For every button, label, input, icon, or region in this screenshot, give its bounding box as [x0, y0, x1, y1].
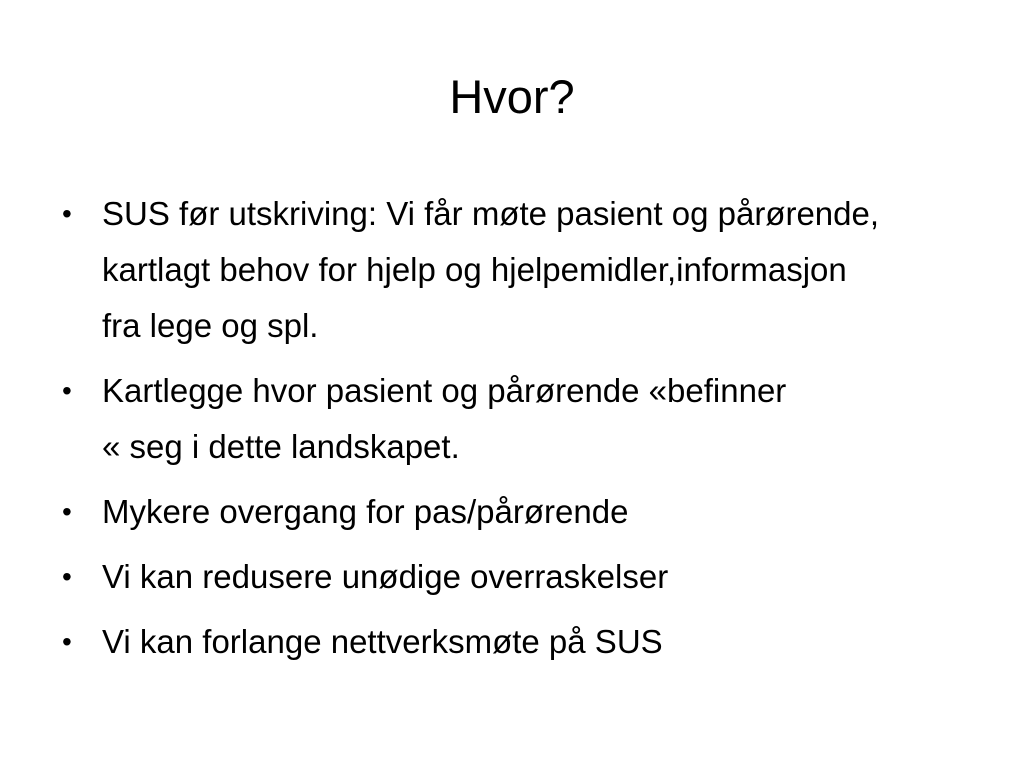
bullet-item — [58, 484, 958, 540]
bullet-text: Vi kan forlange nettverksmøte på SUS — [102, 623, 663, 660]
bullet-text: Kartlegge hvor pasient og pårørende «befinner « seg i dette landskapet. — [102, 372, 787, 465]
bullet-text: SUS før utskriving: Vi får møte pasient og pårørende, kartlagt behov for hjelp og hjelpemidler,informasjon fra lege og spl. — [102, 195, 880, 344]
bullet-list — [58, 186, 958, 679]
bullet-item — [58, 614, 958, 670]
bullet-icon: • — [62, 198, 72, 229]
bullet-icon: • — [62, 496, 72, 527]
slide-title: Hvor? — [449, 70, 575, 123]
bullet-icon: • — [62, 561, 72, 592]
bullet-item — [58, 363, 958, 475]
bullet-item — [58, 186, 958, 354]
bullet-text: Mykere overgang for pas/pårørende — [102, 493, 629, 530]
bullet-text: Vi kan redusere unødige overraskelser — [102, 558, 669, 595]
bullet-icon: • — [62, 375, 72, 406]
bullet-item — [58, 549, 958, 605]
bullet-icon: • — [62, 626, 72, 657]
